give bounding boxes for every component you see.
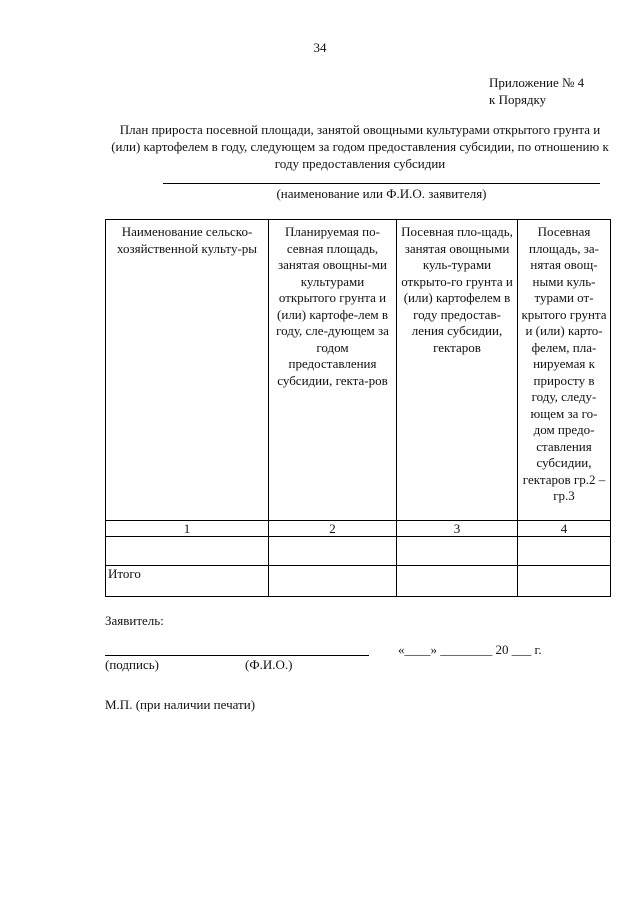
fio-label: (Ф.И.О.)	[245, 657, 293, 672]
applicant-label: Заявитель:	[105, 613, 164, 628]
signature-line	[105, 655, 369, 656]
table-cell	[518, 566, 611, 597]
column-number: 2	[269, 521, 397, 537]
column-number: 3	[397, 521, 518, 537]
stamp-note: М.П. (при наличии печати)	[105, 697, 256, 712]
table-header-row	[106, 220, 611, 521]
page-number: 34	[313, 40, 327, 55]
column-number-row	[106, 521, 611, 537]
header-area-growth: Посевная площадь, за-нятая овощ-ными куль-турами от-крытого грунта и (или) карто-фелем, пла-нируемая к приросту в году, следу-ющем за го-дом предо-ставления субсидии, гектаров гр.2 – гр.3	[518, 220, 611, 521]
applicant-name-line	[163, 183, 600, 184]
header-planned-area: Планируемая по-севная площадь, занятая овощны-ми культурами открытого грунта и (или) картофе-лем в году, сле-дующем за годом предоставления субсидии, гекта-ров	[269, 220, 397, 521]
plan-table	[105, 219, 611, 597]
table-cell	[106, 537, 269, 566]
header-crop-name: Наименование сельско-хозяйственной культу-ры	[106, 220, 269, 521]
table-cell	[397, 537, 518, 566]
column-number: 4	[518, 521, 611, 537]
date-field: «____» ________ 20 ___ г.	[398, 642, 542, 657]
appendix-reference	[489, 74, 584, 108]
table-cell	[269, 537, 397, 566]
applicant-name-caption: (наименование или Ф.И.О. заявителя)	[276, 186, 487, 201]
table-cell	[518, 537, 611, 566]
appendix-number: Приложение № 4	[489, 75, 585, 90]
column-number: 1	[106, 521, 269, 537]
appendix-order: к Порядку	[489, 92, 547, 107]
table-cell	[397, 566, 518, 597]
document-title: План прироста посевной площади, занятой овощными культурами открытого грунта и (или) картофелем в году, следующем за годом предоставления субсидии, по отношению к году предоставления субсидии	[111, 122, 609, 171]
header-current-area: Посевная пло-щадь, занятая овощными куль-турами открыто-го грунта и (или) картофелем в году предостав-ления субсидии, гектаров	[397, 220, 518, 521]
total-row	[106, 566, 611, 597]
total-label: Итого	[106, 566, 269, 597]
signature-label: (подпись)	[105, 657, 159, 672]
table-cell	[269, 566, 397, 597]
table-row	[106, 537, 611, 566]
